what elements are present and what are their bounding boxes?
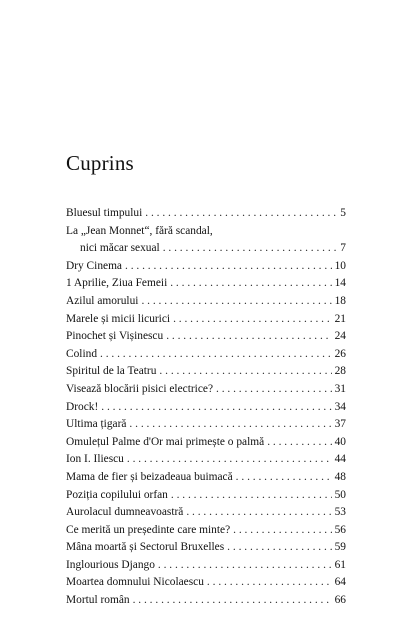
toc-entry-title: Mama de fier și beizadeaua buimacă bbox=[66, 470, 233, 483]
toc-entry-title: Ultima țigară bbox=[66, 418, 127, 431]
toc-entry-title: Mortul român bbox=[66, 594, 130, 607]
dot-leader bbox=[158, 557, 332, 575]
toc-entry bbox=[66, 487, 346, 505]
dot-leader bbox=[216, 381, 332, 399]
dot-leader bbox=[171, 487, 332, 505]
dot-leader bbox=[133, 592, 332, 610]
dot-leader bbox=[233, 522, 331, 540]
dot-leader bbox=[267, 434, 331, 452]
toc-entry-page: 10 bbox=[334, 259, 346, 272]
dot-leader bbox=[159, 363, 331, 381]
toc-entry bbox=[66, 363, 346, 381]
toc-entry bbox=[66, 328, 346, 346]
toc-entry-title: Ion I. Iliescu bbox=[66, 453, 124, 466]
toc-entry-title: Bluesul timpului bbox=[66, 207, 143, 219]
toc-entry-page: 14 bbox=[334, 277, 346, 290]
toc-entry-page: 50 bbox=[334, 488, 346, 501]
toc-entry-title-line1: La „Jean Monnet“, fără scandal, bbox=[66, 224, 213, 237]
dot-leader bbox=[101, 399, 331, 417]
toc-entry-page: 44 bbox=[334, 453, 346, 466]
toc-entry-page: 37 bbox=[334, 418, 346, 431]
toc-entry bbox=[66, 522, 346, 540]
toc-entry-page: 59 bbox=[334, 541, 346, 554]
toc-entry-page: 18 bbox=[334, 294, 346, 307]
toc-entry-title: Omulețul Palme d'Or mai primește o palmă bbox=[66, 435, 265, 448]
toc-entry-title: Moartea domnului Nicolaescu bbox=[66, 576, 204, 589]
toc-entry bbox=[66, 451, 346, 469]
toc-entry-page: 5 bbox=[340, 207, 346, 219]
toc-entry-page: 40 bbox=[334, 435, 346, 448]
toc-entry-title: Dry Cinema bbox=[66, 259, 122, 272]
toc-entry-title: Aurolacul dumneavoastră bbox=[66, 506, 184, 519]
page-title: Cuprins bbox=[66, 151, 134, 175]
dot-leader bbox=[129, 416, 331, 434]
toc-entry bbox=[66, 469, 346, 487]
table-of-contents bbox=[66, 205, 346, 610]
toc-entry bbox=[66, 205, 346, 223]
dot-leader bbox=[186, 504, 331, 522]
toc-entry-page: 34 bbox=[334, 400, 346, 413]
toc-entry-page: 24 bbox=[334, 330, 346, 343]
toc-entry bbox=[66, 416, 346, 434]
toc-entry bbox=[66, 381, 346, 399]
toc-entry bbox=[66, 258, 346, 276]
dot-leader bbox=[141, 293, 331, 311]
toc-entry-page: 26 bbox=[334, 347, 346, 360]
toc-entry bbox=[66, 293, 346, 311]
toc-entry bbox=[66, 399, 346, 417]
dot-leader bbox=[163, 240, 338, 258]
toc-entry-title: Spiritul de la Teatru bbox=[66, 365, 157, 378]
toc-entry-page: 28 bbox=[334, 365, 346, 378]
toc-entry bbox=[66, 275, 346, 293]
toc-entry-title: Inglourious Django bbox=[66, 558, 155, 571]
toc-entry-page: 48 bbox=[334, 470, 346, 483]
dot-leader bbox=[125, 258, 332, 276]
dot-leader bbox=[100, 346, 332, 364]
toc-entry bbox=[66, 311, 346, 329]
dot-leader bbox=[173, 311, 332, 329]
toc-entry bbox=[66, 592, 346, 610]
toc-entry-title: Visează blocării pisici electrice? bbox=[66, 382, 213, 395]
toc-entry-title: 1 Aprilie, Ziua Femeii bbox=[66, 277, 168, 290]
dot-leader bbox=[127, 451, 332, 469]
toc-entry-title: Drock! bbox=[66, 400, 99, 413]
toc-entry bbox=[66, 223, 346, 258]
dot-leader bbox=[145, 205, 337, 223]
toc-entry-title: Poziția copilului orfan bbox=[66, 488, 168, 501]
toc-entry-page: 64 bbox=[334, 576, 346, 589]
toc-entry-page: 66 bbox=[334, 594, 346, 607]
toc-entry bbox=[66, 574, 346, 592]
toc-entry-title: Ce merită un președinte care minte? bbox=[66, 523, 231, 536]
dot-leader bbox=[236, 469, 332, 487]
dot-leader bbox=[227, 539, 331, 557]
toc-entry-title: Marele și micii licurici bbox=[66, 312, 171, 325]
toc-entry-title: Azilul amorului bbox=[66, 294, 139, 307]
toc-entry-page: 21 bbox=[334, 312, 346, 325]
toc-entry-title: Pinochet și Vișinescu bbox=[66, 330, 164, 343]
toc-entry-page: 53 bbox=[334, 506, 346, 519]
toc-entry-page: 56 bbox=[334, 523, 346, 536]
toc-entry bbox=[66, 504, 346, 522]
toc-entry bbox=[66, 539, 346, 557]
dot-leader bbox=[166, 328, 331, 346]
toc-entry bbox=[66, 557, 346, 575]
toc-entry-page: 61 bbox=[334, 558, 346, 571]
dot-leader bbox=[207, 574, 332, 592]
dot-leader bbox=[170, 275, 331, 293]
toc-entry-page: 31 bbox=[334, 382, 346, 395]
toc-entry-line2 bbox=[66, 240, 346, 258]
toc-entry-title: Mâna moartă și Sectorul Bruxelles bbox=[66, 541, 225, 554]
toc-entry bbox=[66, 346, 346, 364]
toc-entry-title: Colind bbox=[66, 347, 98, 360]
toc-entry bbox=[66, 434, 346, 452]
toc-entry-page: 7 bbox=[340, 242, 346, 255]
toc-entry-title-line2: nici măcar sexual bbox=[80, 242, 160, 255]
